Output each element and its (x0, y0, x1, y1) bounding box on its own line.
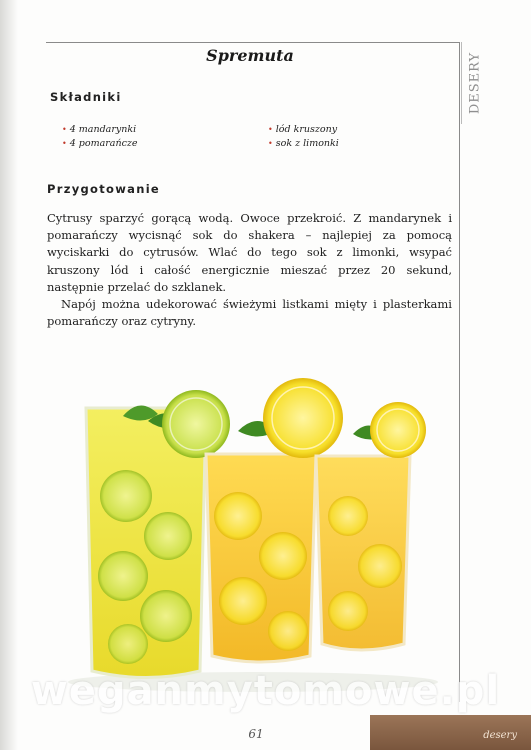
page-binding-shadow (0, 0, 18, 750)
preparation-text (47, 210, 452, 330)
ingredient-item: • 4 pomarańcze (62, 138, 138, 149)
bullet-icon: • (268, 139, 273, 148)
footer-section-tab (370, 715, 531, 750)
preparation-heading: Przygotowanie (47, 182, 161, 196)
bullet-icon: • (268, 125, 273, 134)
bullet-icon: • (62, 139, 67, 148)
section-side-tab-label: DESERY (467, 51, 483, 115)
page-number: 61 (248, 727, 264, 741)
recipe-title: Spremuta (206, 46, 294, 65)
drinks-photo (48, 376, 458, 696)
ingredient-item: • sok z limonki (268, 138, 339, 149)
frame-right-rule (459, 42, 460, 702)
ingredient-item: • lód kruszony (268, 124, 338, 135)
bullet-icon: • (62, 125, 67, 134)
section-side-tab (461, 42, 488, 124)
footer-section-tab-label: desery (483, 730, 517, 741)
frame-top-rule (46, 42, 459, 43)
preparation-paragraph: Cytrusy sparzyć gorącą wodą. Owoce przekroić. Z mandarynek i pomarańczy wycisnąć sok do shakera – najlepiej za pomocą wyciskarki do cytrusów. Wlać do tego sok z limonki, wsypać kruszony lód i całość energicznie mieszać przez 20 sekund, następnie przelać do szklanek. (47, 211, 452, 294)
preparation-paragraph: Napój można udekorować świeżymi listkami mięty i plasterkami pomarańczy oraz cytryny. (47, 297, 452, 329)
ingredient-item: • 4 mandarynki (62, 124, 137, 135)
watermark: weganmytomowe.pl (30, 668, 501, 714)
ingredients-heading: Składniki (50, 90, 122, 104)
